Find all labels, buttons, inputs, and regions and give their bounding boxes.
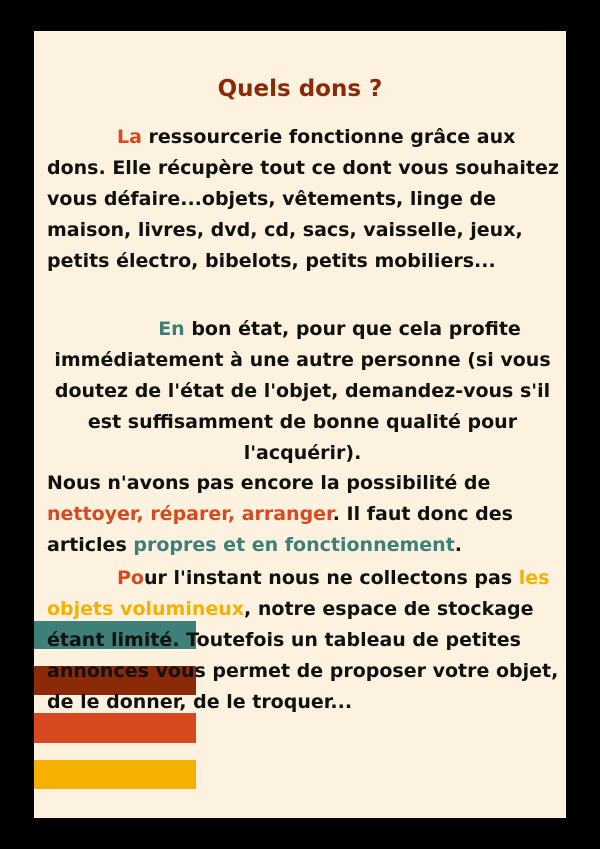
paragraph-bulky — [47, 563, 566, 718]
lead-word: Po — [117, 567, 144, 589]
paragraph-requirements — [47, 468, 566, 561]
page-title: Quels dons ? — [217, 76, 383, 102]
highlight-repair: nettoyer, réparer, arranger — [47, 503, 333, 525]
lead-word: La — [117, 126, 142, 148]
paragraph-text: . — [454, 534, 462, 556]
lead-word: En — [158, 318, 185, 340]
paragraph-text: bon état, pour que cela profite immédiatement à une autre personne (si vous doutez de l'état de l'objet, demandez-vous s'il est suffisamment de bonne qualité pour l'acquérir). — [54, 318, 551, 464]
yellow-stripe — [34, 760, 196, 789]
paragraph-condition — [50, 314, 555, 469]
flyer-page — [34, 31, 566, 818]
paragraph-text: Nous n'avons pas encore la possibilité de — [47, 472, 491, 494]
items-list: objets, vêtements, linge de maison, livres, dvd, cd, sacs, vaisselle, jeux, petits électro, bibelots, petits mobiliers... — [47, 188, 523, 272]
paragraph-text: ressourcerie fonctionne grâce aux dons. Elle récupère tout ce dont vous souhaitez vous défaire... — [47, 126, 559, 210]
highlight-bulky: les objets volumineux — [47, 567, 550, 620]
paragraph-donations — [47, 122, 566, 277]
paragraph-text: . Il faut donc des articles — [47, 503, 513, 556]
paragraph-text: , notre espace de stockage étant limité. Toutefois un tableau de petites annonces vous permet de proposer votre objet, de le donner, de le troquer... — [47, 598, 559, 713]
paragraph-text: ur l'instant nous ne collectons pas — [143, 567, 519, 589]
highlight-working: propres et en fonctionnement — [133, 534, 455, 556]
